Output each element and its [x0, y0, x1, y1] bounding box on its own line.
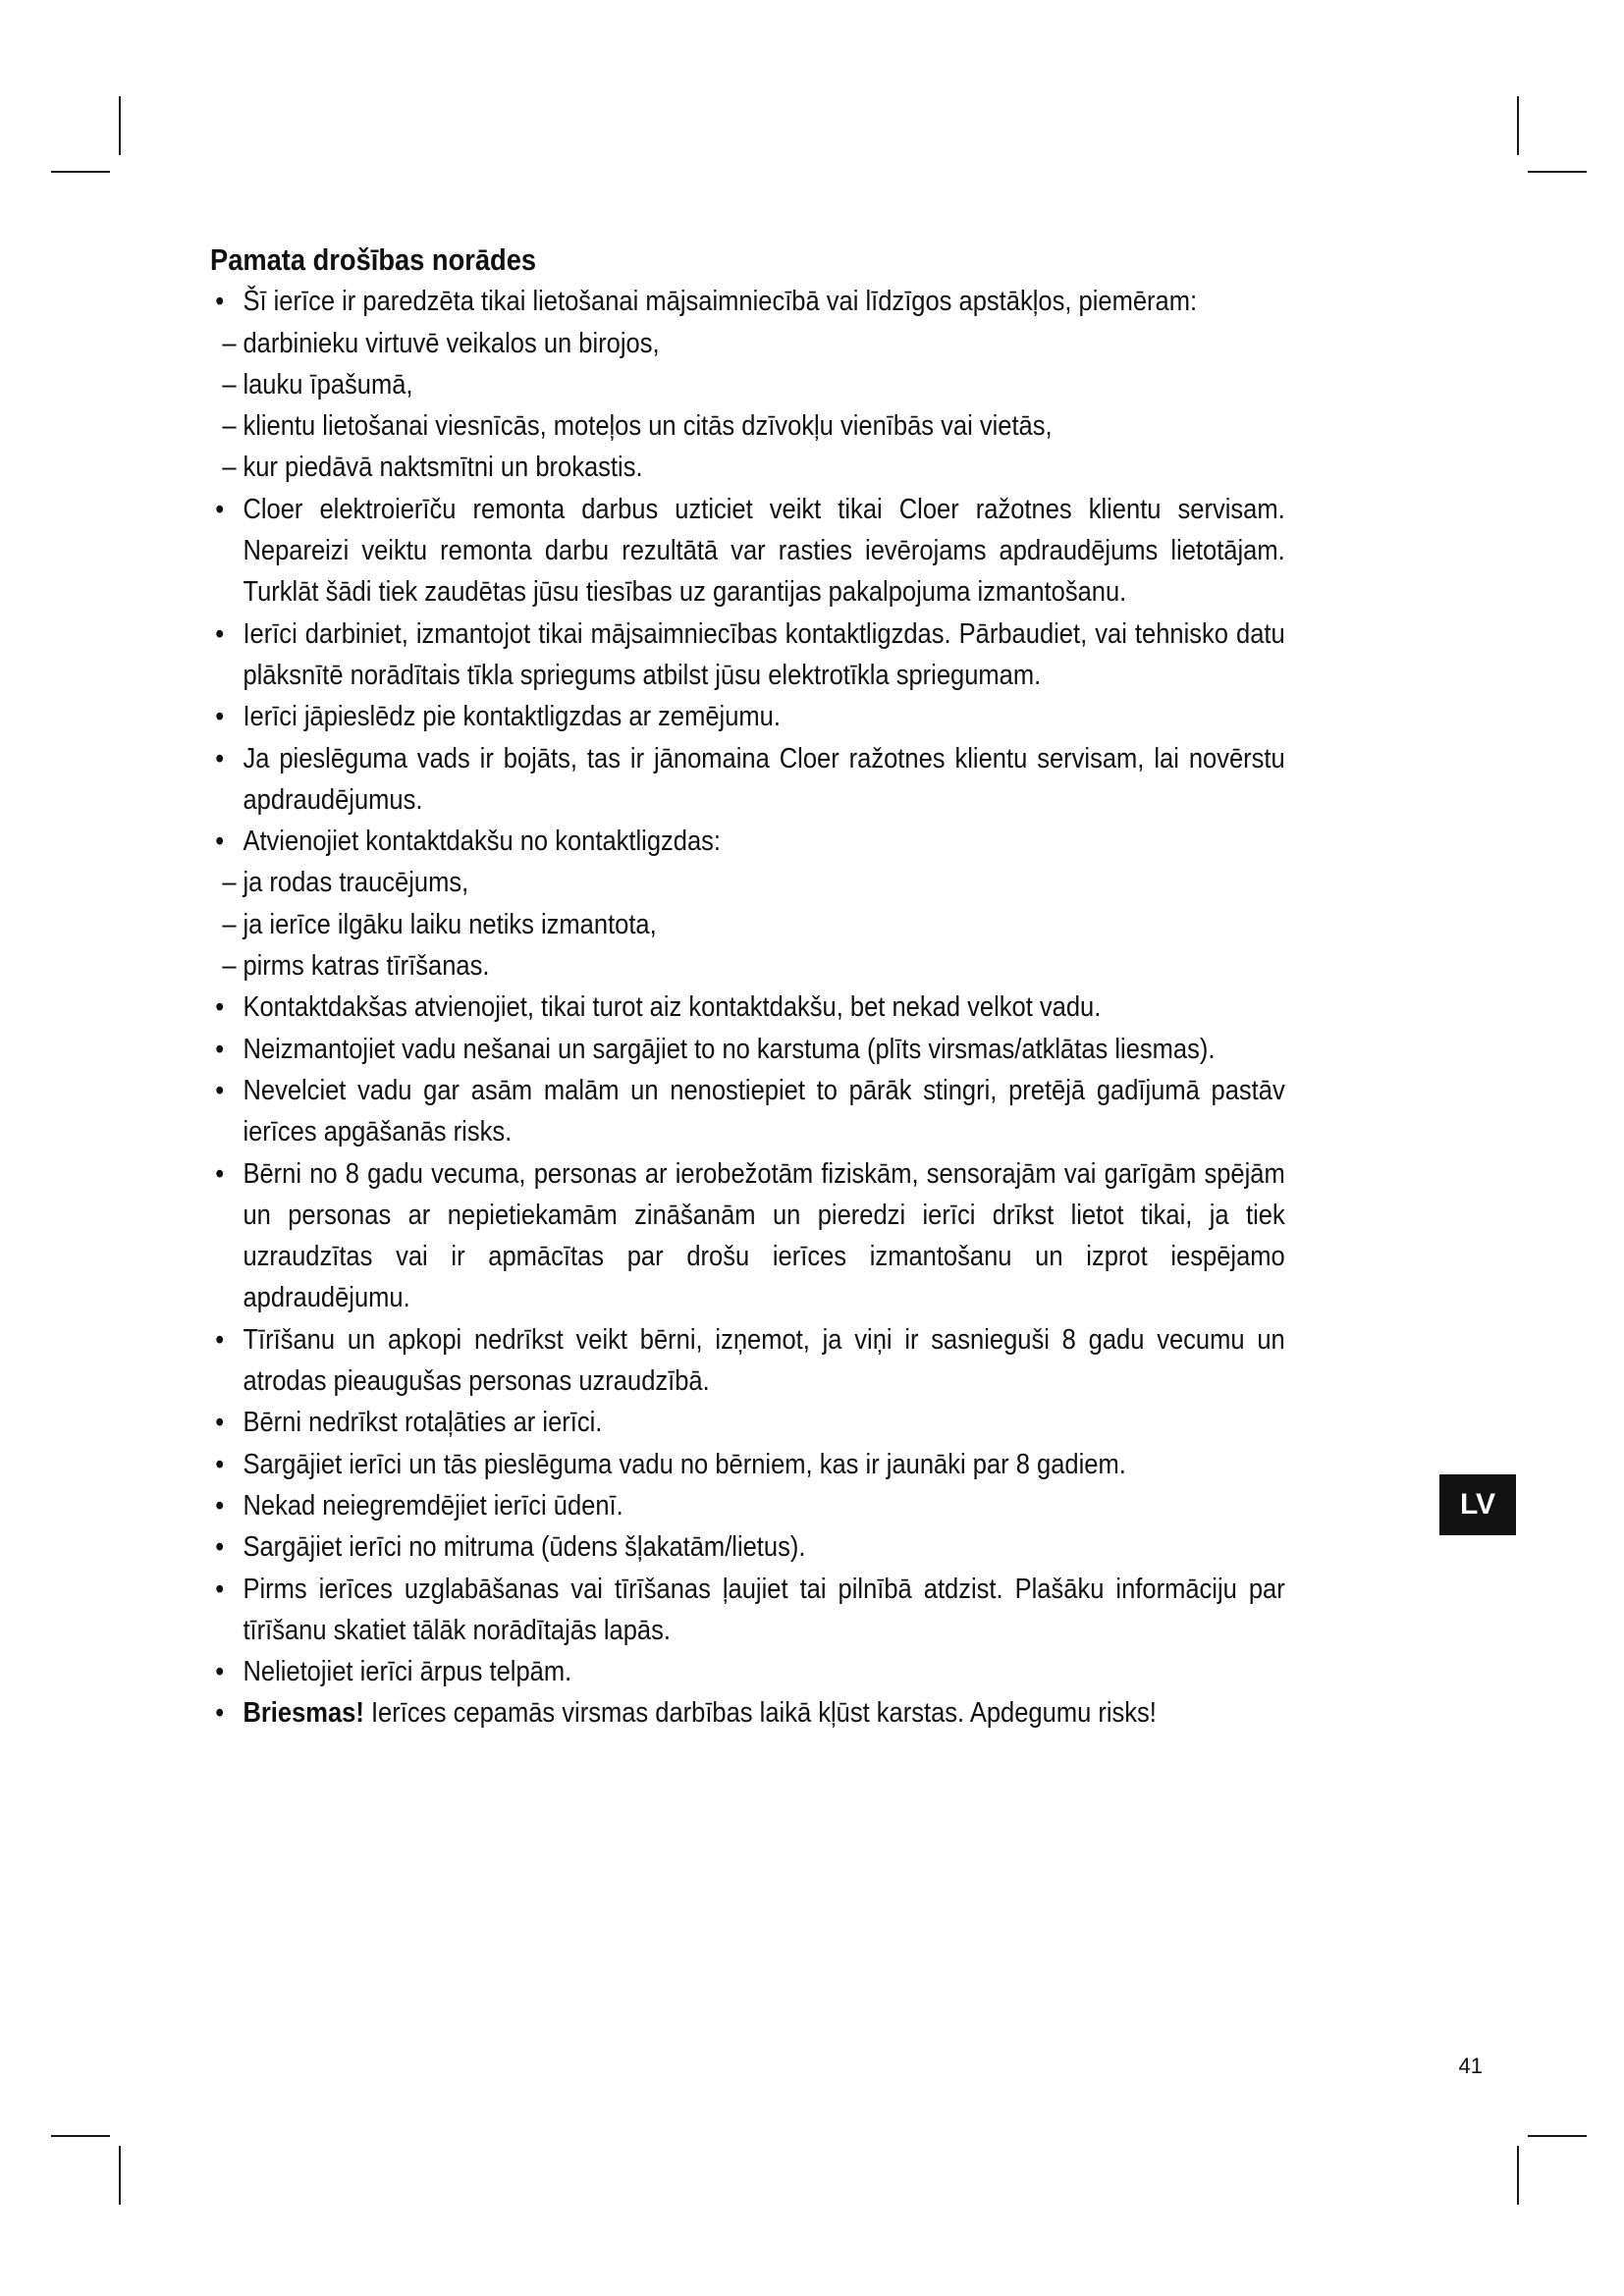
list-item-text: Ierīci jāpieslēdz pie kontaktligzdas ar zemējumu.: [243, 701, 781, 733]
list-item-text: Atvienojiet kontaktdakšu no kontaktligzdas:: [243, 826, 722, 858]
list-item-text: Šī ierīce ir paredzēta tikai lietošanai mājsaimniecībā vai līdzīgos apstākļos, piemēram:: [243, 286, 1198, 318]
crop-mark-top-right-horizontal: [1528, 171, 1587, 173]
crop-mark-top-right-vertical: [1517, 96, 1519, 155]
sub-list-item: [210, 447, 1285, 488]
language-tab: LV: [1439, 1474, 1516, 1535]
list-item-text: lauku īpašumā,: [243, 368, 413, 400]
list-item-text: Pirms ierīces uzglabāšanas vai tīrīšanas ļaujiet tai pilnībā atdzist. Plašāku informāciju par tīrīšanu skatiet tālāk norādītajās lapās.: [243, 1573, 1285, 1646]
crop-mark-top-left-vertical: [119, 96, 121, 155]
safety-section: [210, 240, 1285, 1735]
list-item: [210, 696, 1285, 737]
list-item-text: kur piedāvā naktsmītni un brokastis.: [243, 452, 643, 484]
list-item: [210, 1485, 1285, 1526]
list-item: [210, 1651, 1285, 1692]
sub-list-item: [210, 364, 1285, 405]
list-item: [210, 1569, 1285, 1652]
list-item-text: Tīrīšanu un apkopi nedrīkst veikt bērni, izņemot, ja viņi ir sasnieguši 8 gadu vecumu un atrodas pieaugušas personas uzraudzībā.: [243, 1323, 1285, 1398]
list-item-text: Sargājiet ierīci no mitruma (ūdens šļakatām/lietus).: [243, 1531, 806, 1564]
list-item-text: Ierīces cepamās virsmas darbības laikā kļūst karstas. Apdegumu risks!: [363, 1697, 1157, 1730]
page-number: 41: [1458, 2054, 1483, 2078]
list-item-text: Bērni nedrīkst rotaļāties ar ierīci.: [243, 1407, 603, 1439]
safety-list: [210, 281, 1285, 1734]
sub-list-item: [210, 323, 1285, 364]
crop-mark-bottom-right-vertical: [1517, 2146, 1519, 2205]
list-item-text: Ierīci darbiniet, izmantojot tikai mājsaimniecības kontaktligzdas. Pārbaudiet, vai tehnisko datu plāksnītē norādītais tīkla spriegums atbilst jūsu elektrotīkla spriegumam.: [243, 617, 1285, 691]
list-item-text: Cloer elektroierīču remonta darbus uzticiet veikt tikai Cloer ražotnes klientu servisam. Nepareizi veiktu remonta darbu rezultātā var rasties ievērojams apdraudējums lietotājam. Turklāt šādi tiek zaudētas jūsu tiesības uz garantijas pakalpojuma izmantošanu.: [243, 493, 1285, 609]
list-item: [210, 738, 1285, 822]
list-item: [210, 987, 1285, 1028]
list-item: [210, 821, 1285, 862]
list-item-text: Ja pieslēguma vads ir bojāts, tas ir jānomaina Cloer ražotnes klientu servisam, lai novērstu apdraudējumus.: [243, 742, 1285, 816]
list-item-text: Kontaktdakšas atvienojiet, tikai turot aiz kontaktdakšu, bet nekad velkot vadu.: [243, 991, 1102, 1024]
list-item-text: Bērni no 8 gadu vecuma, personas ar ierobežotām fiziskām, sensorajām vai garīgām spējām un personas ar nepietiekamām zināšanām un pieredzi ierīci drīkst lietot tikai, ja tiek uzraudzītas vai ir apmācītas par drošu ierīces izmantošanu un izprot iespējamo apdraudējumu.: [243, 1157, 1285, 1314]
list-item-text: Neizmantojiet vadu nešanai un sargājiet to no karstuma (plīts virsmas/atklātas liesmas).: [243, 1033, 1216, 1065]
list-item-text: Nevelciet vadu gar asām malām un nenostiepiet to pārāk stingri, pretējā gadījumā pastāv ierīces apgāšanās risks.: [243, 1074, 1285, 1148]
crop-mark-bottom-right-horizontal: [1528, 2135, 1587, 2137]
sub-list-item: [210, 904, 1285, 945]
list-item: [210, 1319, 1285, 1403]
list-item: [210, 1692, 1285, 1734]
list-item: [210, 1444, 1285, 1485]
list-item-text: pirms katras tīrīšanas.: [243, 950, 490, 983]
crop-mark-bottom-left-vertical: [119, 2146, 121, 2205]
crop-mark-top-left-horizontal: [51, 171, 110, 173]
list-item: [210, 1153, 1285, 1319]
sub-list-item: [210, 862, 1285, 903]
list-item: [210, 1070, 1285, 1153]
list-item-text: Nelietojiet ierīci ārpus telpām.: [243, 1656, 572, 1688]
list-item-text: klientu lietošanai viesnīcās, moteļos un citās dzīvokļu vienībās vai vietās,: [243, 410, 1053, 443]
list-item-text: darbinieku virtuvē veikalos un birojos,: [243, 327, 660, 359]
list-item-text: ja ierīce ilgāku laiku netiks izmantota,: [243, 908, 657, 940]
list-item-text: Nekad neiegremdējiet ierīci ūdenī.: [243, 1489, 623, 1522]
list-item: [210, 1526, 1285, 1568]
list-item: [210, 489, 1285, 614]
list-item: [210, 281, 1285, 322]
danger-label: Briesmas!: [243, 1697, 364, 1730]
list-item: [210, 614, 1285, 697]
list-item: [210, 1029, 1285, 1070]
crop-mark-bottom-left-horizontal: [51, 2135, 110, 2137]
section-heading: Pamata drošības norādes: [210, 242, 537, 277]
list-item: [210, 1402, 1285, 1443]
sub-list-item: [210, 945, 1285, 987]
sub-list-item: [210, 405, 1285, 447]
list-item-text: Sargājiet ierīci un tās pieslēguma vadu no bērniem, kas ir jaunāki par 8 gadiem.: [243, 1448, 1126, 1480]
list-item-text: ja rodas traucējums,: [243, 867, 469, 899]
